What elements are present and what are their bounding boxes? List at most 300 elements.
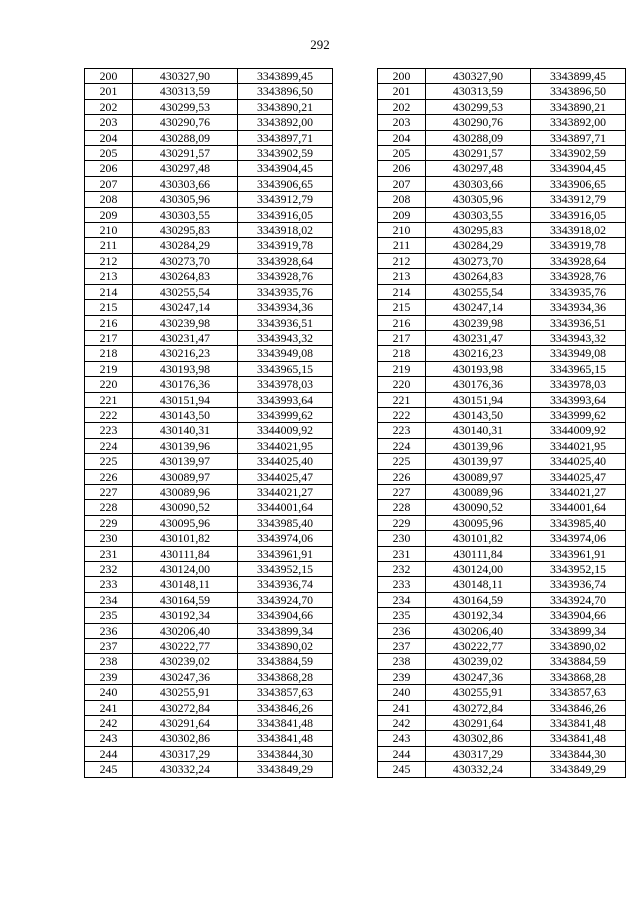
y-coordinate-cell: 3343952,15 [531,562,626,577]
table-row [378,608,626,623]
table-row [85,531,333,546]
y-coordinate-cell: 3343906,65 [531,176,626,191]
point-number-cell: 225 [85,454,133,469]
y-coordinate-cell: 3343897,71 [238,130,333,145]
table-row [378,685,626,700]
table-row [378,716,626,731]
point-number-cell: 218 [85,346,133,361]
x-coordinate-cell: 430222,77 [133,639,238,654]
table-row [85,361,333,376]
y-coordinate-cell: 3343935,76 [238,284,333,299]
point-number-cell: 205 [85,146,133,161]
x-coordinate-cell: 430164,59 [133,592,238,607]
table-row [85,423,333,438]
x-coordinate-cell: 430255,54 [133,284,238,299]
point-number-cell: 236 [378,623,426,638]
point-number-cell: 237 [378,639,426,654]
point-number-cell: 231 [85,546,133,561]
y-coordinate-cell: 3343912,79 [238,192,333,207]
point-number-cell: 213 [85,269,133,284]
point-number-cell: 221 [85,392,133,407]
point-number-cell: 222 [85,407,133,422]
table-row [378,592,626,607]
table-row [85,315,333,330]
point-number-cell: 212 [85,253,133,268]
point-number-cell: 217 [85,330,133,345]
table-row [378,546,626,561]
x-coordinate-cell: 430089,96 [133,484,238,499]
y-coordinate-cell: 3343943,32 [238,330,333,345]
x-coordinate-cell: 430176,36 [133,377,238,392]
x-coordinate-cell: 430111,84 [426,546,531,561]
x-coordinate-cell: 430143,50 [133,407,238,422]
y-coordinate-cell: 3343892,00 [531,115,626,130]
coordinates-table-body [378,69,626,778]
table-row [378,746,626,761]
table-row [85,84,333,99]
table-row [85,484,333,499]
x-coordinate-cell: 430193,98 [426,361,531,376]
y-coordinate-cell: 3344021,27 [531,484,626,499]
x-coordinate-cell: 430290,76 [426,115,531,130]
x-coordinate-cell: 430124,00 [426,562,531,577]
table-row [85,207,333,222]
point-number-cell: 233 [378,577,426,592]
point-number-cell: 206 [378,161,426,176]
point-number-cell: 211 [85,238,133,253]
x-coordinate-cell: 430284,29 [426,238,531,253]
table-row [85,284,333,299]
x-coordinate-cell: 430272,84 [133,700,238,715]
x-coordinate-cell: 430192,34 [426,608,531,623]
x-coordinate-cell: 430297,48 [133,161,238,176]
point-number-cell: 237 [85,639,133,654]
point-number-cell: 234 [85,592,133,607]
point-number-cell: 234 [378,592,426,607]
x-coordinate-cell: 430206,40 [426,623,531,638]
x-coordinate-cell: 430291,64 [426,716,531,731]
table-row [85,223,333,238]
point-number-cell: 210 [378,223,426,238]
y-coordinate-cell: 3343974,06 [238,531,333,546]
x-coordinate-cell: 430139,97 [133,454,238,469]
table-row [378,69,626,84]
point-number-cell: 238 [378,654,426,669]
table-row [378,454,626,469]
point-number-cell: 241 [85,700,133,715]
x-coordinate-cell: 430317,29 [426,746,531,761]
x-coordinate-cell: 430264,83 [133,269,238,284]
point-number-cell: 241 [378,700,426,715]
table-row [85,161,333,176]
y-coordinate-cell: 3344025,40 [238,454,333,469]
x-coordinate-cell: 430095,96 [426,515,531,530]
x-coordinate-cell: 430295,83 [133,223,238,238]
x-coordinate-cell: 430247,14 [426,300,531,315]
x-coordinate-cell: 430255,54 [426,284,531,299]
table-row [378,469,626,484]
point-number-cell: 206 [85,161,133,176]
y-coordinate-cell: 3343841,48 [238,716,333,731]
table-row [85,377,333,392]
table-row [378,639,626,654]
y-coordinate-cell: 3343841,48 [531,716,626,731]
x-coordinate-cell: 430164,59 [426,592,531,607]
x-coordinate-cell: 430192,34 [133,608,238,623]
y-coordinate-cell: 3343890,21 [238,99,333,114]
table-row [85,608,333,623]
x-coordinate-cell: 430151,94 [426,392,531,407]
x-coordinate-cell: 430090,52 [133,500,238,515]
table-row [378,284,626,299]
table-row [85,562,333,577]
point-number-cell: 201 [85,84,133,99]
point-number-cell: 243 [378,731,426,746]
y-coordinate-cell: 3343904,45 [531,161,626,176]
x-coordinate-cell: 430239,98 [426,315,531,330]
y-coordinate-cell: 3343928,76 [238,269,333,284]
point-number-cell: 239 [85,669,133,684]
x-coordinate-cell: 430139,96 [133,438,238,453]
point-number-cell: 224 [378,438,426,453]
x-coordinate-cell: 430216,23 [426,346,531,361]
x-coordinate-cell: 430247,36 [133,669,238,684]
table-row [85,469,333,484]
table-row [85,146,333,161]
y-coordinate-cell: 3344021,95 [531,438,626,453]
y-coordinate-cell: 3343890,21 [531,99,626,114]
point-number-cell: 240 [378,685,426,700]
table-row [378,392,626,407]
x-coordinate-cell: 430255,91 [426,685,531,700]
x-coordinate-cell: 430247,36 [426,669,531,684]
y-coordinate-cell: 3343884,59 [238,654,333,669]
x-coordinate-cell: 430206,40 [133,623,238,638]
table-row [85,253,333,268]
x-coordinate-cell: 430302,86 [426,731,531,746]
x-coordinate-cell: 430222,77 [426,639,531,654]
y-coordinate-cell: 3343965,15 [531,361,626,376]
x-coordinate-cell: 430302,86 [133,731,238,746]
y-coordinate-cell: 3343919,78 [531,238,626,253]
x-coordinate-cell: 430299,53 [133,99,238,114]
y-coordinate-cell: 3343934,36 [238,300,333,315]
point-number-cell: 229 [85,515,133,530]
y-coordinate-cell: 3343949,08 [531,346,626,361]
y-coordinate-cell: 3343904,66 [531,608,626,623]
y-coordinate-cell: 3343978,03 [531,377,626,392]
point-number-cell: 233 [85,577,133,592]
x-coordinate-cell: 430291,57 [133,146,238,161]
table-row [85,623,333,638]
point-number-cell: 212 [378,253,426,268]
point-number-cell: 202 [378,99,426,114]
table-row [378,669,626,684]
table-row [378,99,626,114]
x-coordinate-cell: 430089,97 [133,469,238,484]
x-coordinate-cell: 430247,14 [133,300,238,315]
y-coordinate-cell: 3343868,28 [238,669,333,684]
x-coordinate-cell: 430273,70 [133,253,238,268]
x-coordinate-cell: 430143,50 [426,407,531,422]
point-number-cell: 215 [85,300,133,315]
point-number-cell: 244 [85,746,133,761]
y-coordinate-cell: 3343936,74 [238,577,333,592]
point-number-cell: 204 [378,130,426,145]
x-coordinate-cell: 430239,02 [426,654,531,669]
x-coordinate-cell: 430305,96 [426,192,531,207]
table-row [378,562,626,577]
point-number-cell: 211 [378,238,426,253]
point-number-cell: 230 [378,531,426,546]
point-number-cell: 231 [378,546,426,561]
table-row [85,346,333,361]
y-coordinate-cell: 3343978,03 [238,377,333,392]
y-coordinate-cell: 3343899,34 [238,623,333,638]
y-coordinate-cell: 3343890,02 [531,639,626,654]
table-row [378,654,626,669]
x-coordinate-cell: 430140,31 [426,423,531,438]
x-coordinate-cell: 430111,84 [133,546,238,561]
x-coordinate-cell: 430148,11 [133,577,238,592]
y-coordinate-cell: 3343890,02 [238,639,333,654]
table-row [378,500,626,515]
table-row [85,238,333,253]
y-coordinate-cell: 3344025,40 [531,454,626,469]
table-row [378,346,626,361]
x-coordinate-cell: 430313,59 [426,84,531,99]
point-number-cell: 202 [85,99,133,114]
point-number-cell: 208 [85,192,133,207]
x-coordinate-cell: 430272,84 [426,700,531,715]
y-coordinate-cell: 3343934,36 [531,300,626,315]
table-row [378,700,626,715]
y-coordinate-cell: 3343841,48 [531,731,626,746]
point-number-cell: 200 [85,69,133,84]
point-number-cell: 219 [378,361,426,376]
y-coordinate-cell: 3344009,92 [531,423,626,438]
table-row [378,223,626,238]
y-coordinate-cell: 3343844,30 [531,746,626,761]
point-number-cell: 223 [378,423,426,438]
y-coordinate-cell: 3343897,71 [531,130,626,145]
x-coordinate-cell: 430317,29 [133,746,238,761]
y-coordinate-cell: 3343918,02 [238,223,333,238]
table-row [85,731,333,746]
table-row [85,515,333,530]
x-coordinate-cell: 430305,96 [133,192,238,207]
table-row [85,99,333,114]
table-row [378,207,626,222]
y-coordinate-cell: 3343935,76 [531,284,626,299]
table-row [85,115,333,130]
point-number-cell: 228 [378,500,426,515]
table-row [85,762,333,777]
y-coordinate-cell: 3344025,47 [531,469,626,484]
y-coordinate-cell: 3343949,08 [238,346,333,361]
y-coordinate-cell: 3343936,51 [238,315,333,330]
x-coordinate-cell: 430299,53 [426,99,531,114]
point-number-cell: 226 [378,469,426,484]
y-coordinate-cell: 3343965,15 [238,361,333,376]
y-coordinate-cell: 3343916,05 [238,207,333,222]
point-number-cell: 220 [85,377,133,392]
y-coordinate-cell: 3344025,47 [238,469,333,484]
x-coordinate-cell: 430089,97 [426,469,531,484]
point-number-cell: 203 [85,115,133,130]
point-number-cell: 235 [378,608,426,623]
y-coordinate-cell: 3343857,63 [531,685,626,700]
x-coordinate-cell: 430231,47 [426,330,531,345]
y-coordinate-cell: 3343993,64 [238,392,333,407]
table-row [85,438,333,453]
point-number-cell: 214 [378,284,426,299]
y-coordinate-cell: 3343916,05 [531,207,626,222]
table-row [85,300,333,315]
point-number-cell: 242 [85,716,133,731]
x-coordinate-cell: 430273,70 [426,253,531,268]
table-row [85,592,333,607]
table-row [85,685,333,700]
point-number-cell: 216 [378,315,426,330]
point-number-cell: 210 [85,223,133,238]
x-coordinate-cell: 430264,83 [426,269,531,284]
x-coordinate-cell: 430239,02 [133,654,238,669]
point-number-cell: 228 [85,500,133,515]
x-coordinate-cell: 430332,24 [426,762,531,777]
y-coordinate-cell: 3343928,64 [238,253,333,268]
point-number-cell: 235 [85,608,133,623]
coordinates-table-left [84,68,333,778]
y-coordinate-cell: 3343961,91 [238,546,333,561]
point-number-cell: 227 [378,484,426,499]
x-coordinate-cell: 430101,82 [133,531,238,546]
table-row [85,69,333,84]
y-coordinate-cell: 3344021,27 [238,484,333,499]
y-coordinate-cell: 3343985,40 [531,515,626,530]
y-coordinate-cell: 3343999,62 [238,407,333,422]
y-coordinate-cell: 3343902,59 [531,146,626,161]
table-row [85,454,333,469]
table-row [378,315,626,330]
y-coordinate-cell: 3343849,29 [238,762,333,777]
y-coordinate-cell: 3343868,28 [531,669,626,684]
y-coordinate-cell: 3343849,29 [531,762,626,777]
point-number-cell: 222 [378,407,426,422]
point-number-cell: 232 [85,562,133,577]
y-coordinate-cell: 3343924,70 [238,592,333,607]
table-row [85,330,333,345]
y-coordinate-cell: 3343846,26 [238,700,333,715]
table-row [378,377,626,392]
x-coordinate-cell: 430332,24 [133,762,238,777]
table-row [85,176,333,191]
point-number-cell: 239 [378,669,426,684]
x-coordinate-cell: 430239,98 [133,315,238,330]
point-number-cell: 221 [378,392,426,407]
x-coordinate-cell: 430288,09 [426,130,531,145]
y-coordinate-cell: 3343928,76 [531,269,626,284]
x-coordinate-cell: 430231,47 [133,330,238,345]
table-row [85,130,333,145]
point-number-cell: 215 [378,300,426,315]
point-number-cell: 243 [85,731,133,746]
point-number-cell: 205 [378,146,426,161]
table-row [85,192,333,207]
y-coordinate-cell: 3343904,66 [238,608,333,623]
y-coordinate-cell: 3343961,91 [531,546,626,561]
x-coordinate-cell: 430290,76 [133,115,238,130]
page-number: 292 [310,37,330,52]
x-coordinate-cell: 430095,96 [133,515,238,530]
x-coordinate-cell: 430089,96 [426,484,531,499]
table-row [378,762,626,777]
point-number-cell: 203 [378,115,426,130]
point-number-cell: 232 [378,562,426,577]
coordinates-table-right [377,68,626,778]
point-number-cell: 216 [85,315,133,330]
table-row [378,176,626,191]
table-row [85,669,333,684]
table-row [378,253,626,268]
point-number-cell: 219 [85,361,133,376]
y-coordinate-cell: 3343974,06 [531,531,626,546]
x-coordinate-cell: 430151,94 [133,392,238,407]
y-coordinate-cell: 3343884,59 [531,654,626,669]
y-coordinate-cell: 3343906,65 [238,176,333,191]
y-coordinate-cell: 3343943,32 [531,330,626,345]
point-number-cell: 230 [85,531,133,546]
y-coordinate-cell: 3343952,15 [238,562,333,577]
table-row [378,515,626,530]
x-coordinate-cell: 430176,36 [426,377,531,392]
table-row [378,161,626,176]
x-coordinate-cell: 430193,98 [133,361,238,376]
x-coordinate-cell: 430139,96 [426,438,531,453]
y-coordinate-cell: 3344009,92 [238,423,333,438]
y-coordinate-cell: 3343902,59 [238,146,333,161]
y-coordinate-cell: 3343896,50 [238,84,333,99]
table-row [378,330,626,345]
x-coordinate-cell: 430140,31 [133,423,238,438]
point-number-cell: 238 [85,654,133,669]
x-coordinate-cell: 430303,55 [426,207,531,222]
table-row [378,192,626,207]
y-coordinate-cell: 3344001,64 [238,500,333,515]
table-row [378,407,626,422]
y-coordinate-cell: 3343985,40 [238,515,333,530]
table-row [378,531,626,546]
y-coordinate-cell: 3343899,45 [531,69,626,84]
table-row [85,269,333,284]
point-number-cell: 236 [85,623,133,638]
y-coordinate-cell: 3343896,50 [531,84,626,99]
table-row [378,361,626,376]
point-number-cell: 240 [85,685,133,700]
x-coordinate-cell: 430255,91 [133,685,238,700]
point-number-cell: 225 [378,454,426,469]
x-coordinate-cell: 430303,66 [426,176,531,191]
y-coordinate-cell: 3343844,30 [238,746,333,761]
point-number-cell: 213 [378,269,426,284]
table-row [85,654,333,669]
table-row [85,577,333,592]
table-row [378,130,626,145]
x-coordinate-cell: 430139,97 [426,454,531,469]
table-row [85,500,333,515]
point-number-cell: 242 [378,716,426,731]
y-coordinate-cell: 3343928,64 [531,253,626,268]
